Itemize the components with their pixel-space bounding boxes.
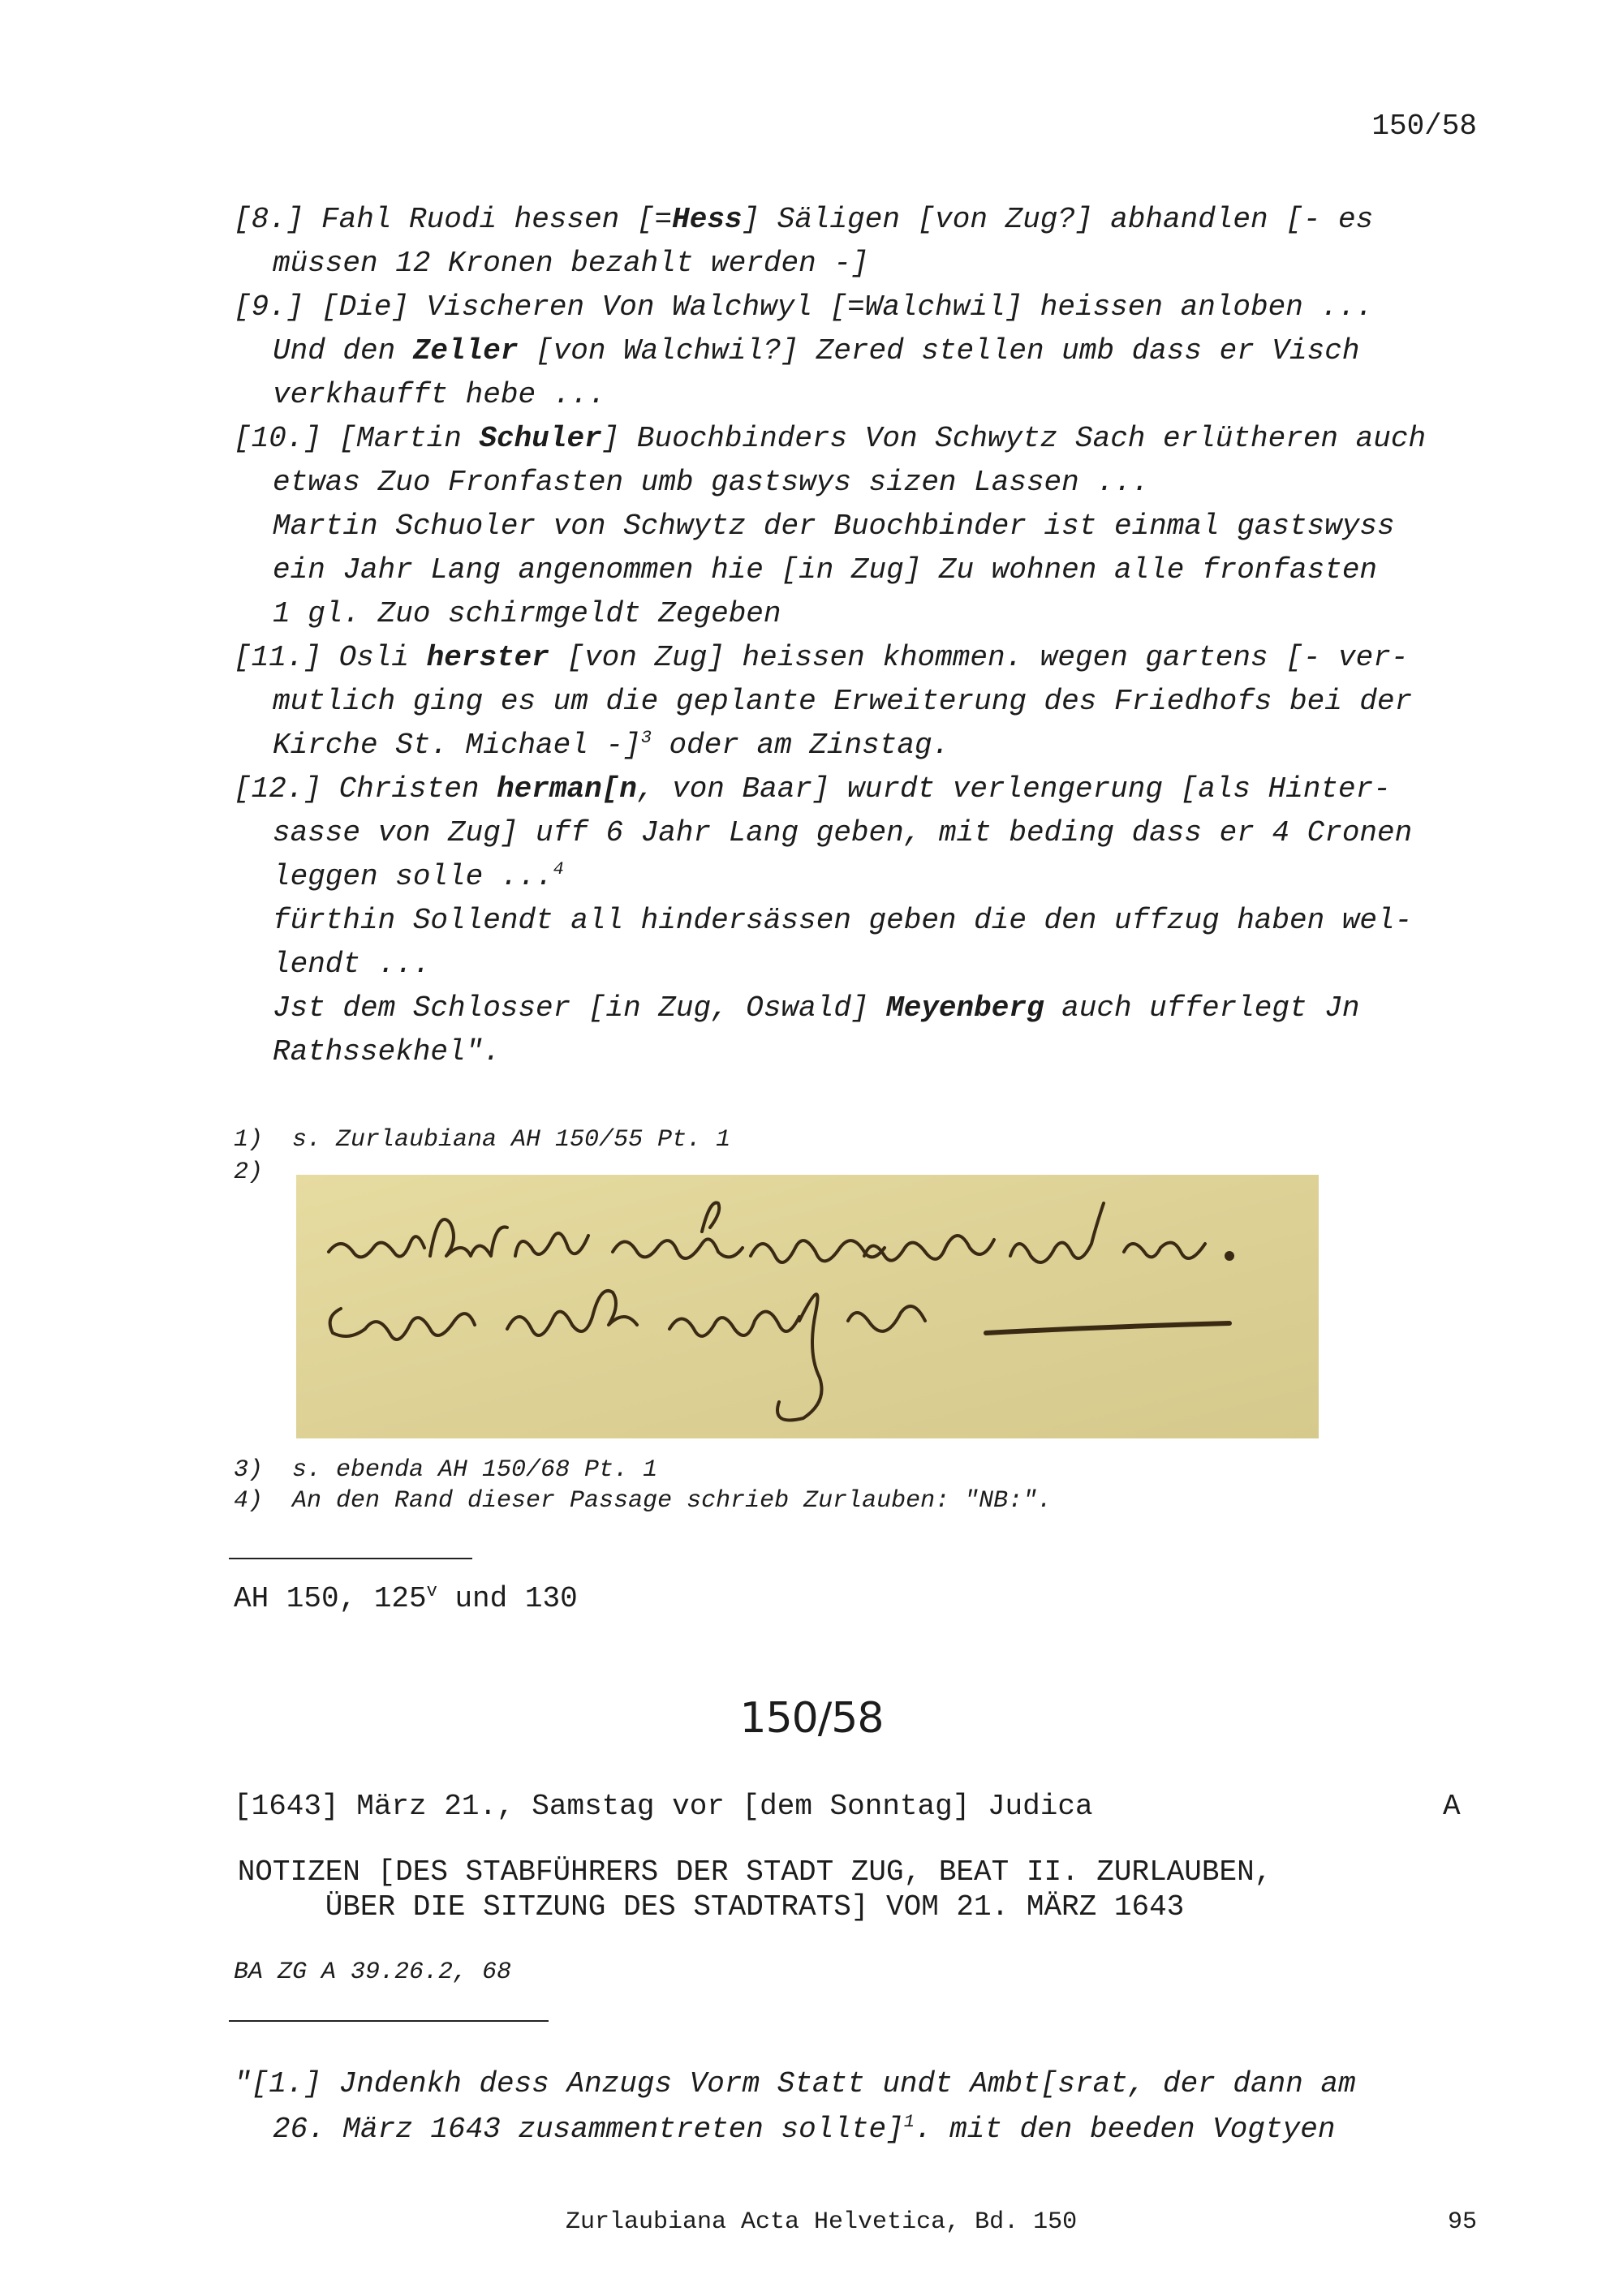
entry-10-cont4: 1 gl. Zuo schirmgeldt Zegeben	[273, 597, 781, 630]
footnote-2-number: 2)	[234, 1159, 264, 1186]
date-mark: A	[1443, 1790, 1461, 1823]
entry-12-cont4: lendt ...	[273, 948, 431, 981]
entry-12-line: [12.] Christen herman[n, von Baar] wurdt verlengerung [als Hinter-	[234, 772, 1391, 806]
entry-10-cont2: Martin Schuoler von Schwytz der Buochbinder ist einmal gastswyss	[273, 510, 1395, 543]
entry-10-cont3: ein Jahr Lang angenommen hie [in Zug] Zu wohnen alle fronfasten	[273, 553, 1378, 587]
entry-9-line: [9.] [Die] Vischeren Von Walchwyl [=Walchwil] heissen anloben ...	[234, 290, 1374, 324]
footnote-3-number: 3)	[234, 1456, 264, 1484]
handwriting-facsimile-image	[296, 1175, 1319, 1438]
entry-10-line: [10.] [Martin Schuler] Buochbinders Von Schwytz Sach erlütheren auch	[234, 422, 1427, 455]
heading-line-1: NOTIZEN [DES STABFÜHRERS DER STADT ZUG, BEAT II. ZURLAUBEN,	[237, 1855, 1272, 1889]
heading-line-2: ÜBER DIE SITZUNG DES STADTRATS] VOM 21. MÄRZ 1643	[325, 1890, 1185, 1924]
entry-11-cont2: Kirche St. Michael -]$^3$ oder am Zinstag.	[273, 728, 950, 762]
archive-reference: BA ZG A 39.26.2, 68	[234, 1958, 512, 1986]
footer-page-number: 95	[1447, 2208, 1477, 2236]
entry-11-line: [11.] Osli herster [von Zug] heissen khommen. wegen gartens [- ver-	[234, 641, 1409, 674]
entry-12-cont: sasse von Zug] uff 6 Jahr Lang geben, mit beding dass er 4 Cronen	[273, 816, 1413, 849]
footnote-1-text: s. Zurlaubiana AH 150/55 Pt. 1	[292, 1126, 731, 1154]
source-reference: AH 150, 125$^v$ und 130	[234, 1581, 578, 1615]
page-number-header: 150/58	[1371, 110, 1477, 143]
entry-8-cont: müssen 12 Kronen bezahlt werden -]	[273, 247, 869, 280]
entry-12-cont5: Jst dem Schlosser [in Zug, Oswald] Meyenberg auch ufferlegt Jn	[273, 991, 1360, 1025]
entry-10-cont: etwas Zuo Fronfasten umb gastswys sizen Lassen ...	[273, 466, 1150, 499]
quote-line-2: 26. März 1643 zusammentreten sollte]$^1$. mit den beeden Vogtyen	[273, 2112, 1336, 2146]
footnote-4-number: 4)	[234, 1487, 264, 1515]
date-line: [1643] März 21., Samstag vor [dem Sonntag] Judica	[234, 1790, 1093, 1823]
entry-12-cont6: Rathssekhel".	[273, 1035, 501, 1068]
separator-rule-2	[229, 2020, 549, 2022]
footnote-3-text: s. ebenda AH 150/68 Pt. 1	[292, 1456, 658, 1484]
footnote-1-number: 1)	[234, 1126, 264, 1154]
entry-12-cont3: fürthin Sollendt all hindersässen geben die den uffzug haben wel-	[273, 904, 1413, 937]
document-number-title: 150/58	[739, 1694, 884, 1743]
quote-line-1: "[1.] Jndenkh dess Anzugs Vorm Statt undt Ambt[srat, der dann am	[234, 2067, 1356, 2100]
footnote-4-text: An den Rand dieser Passage schrieb Zurlauben: "NB:".	[292, 1487, 1053, 1515]
entry-11-cont: mutlich ging es um die geplante Erweiterung des Friedhofs bei der	[273, 685, 1413, 718]
entry-9-cont: Und den Zeller [von Walchwil?] Zered stellen umb dass er Visch	[273, 334, 1360, 368]
entry-9-cont2: verkhaufft hebe ...	[273, 378, 606, 411]
footer-title: Zurlaubiana Acta Helvetica, Bd. 150	[566, 2208, 1078, 2236]
entry-8-line: [8.] Fahl Ruodi hessen [=Hess] Säligen [von Zug?] abhandlen [- es	[234, 203, 1374, 236]
entry-12-cont2: leggen solle ...$^4$	[273, 859, 564, 893]
separator-rule	[229, 1558, 472, 1559]
